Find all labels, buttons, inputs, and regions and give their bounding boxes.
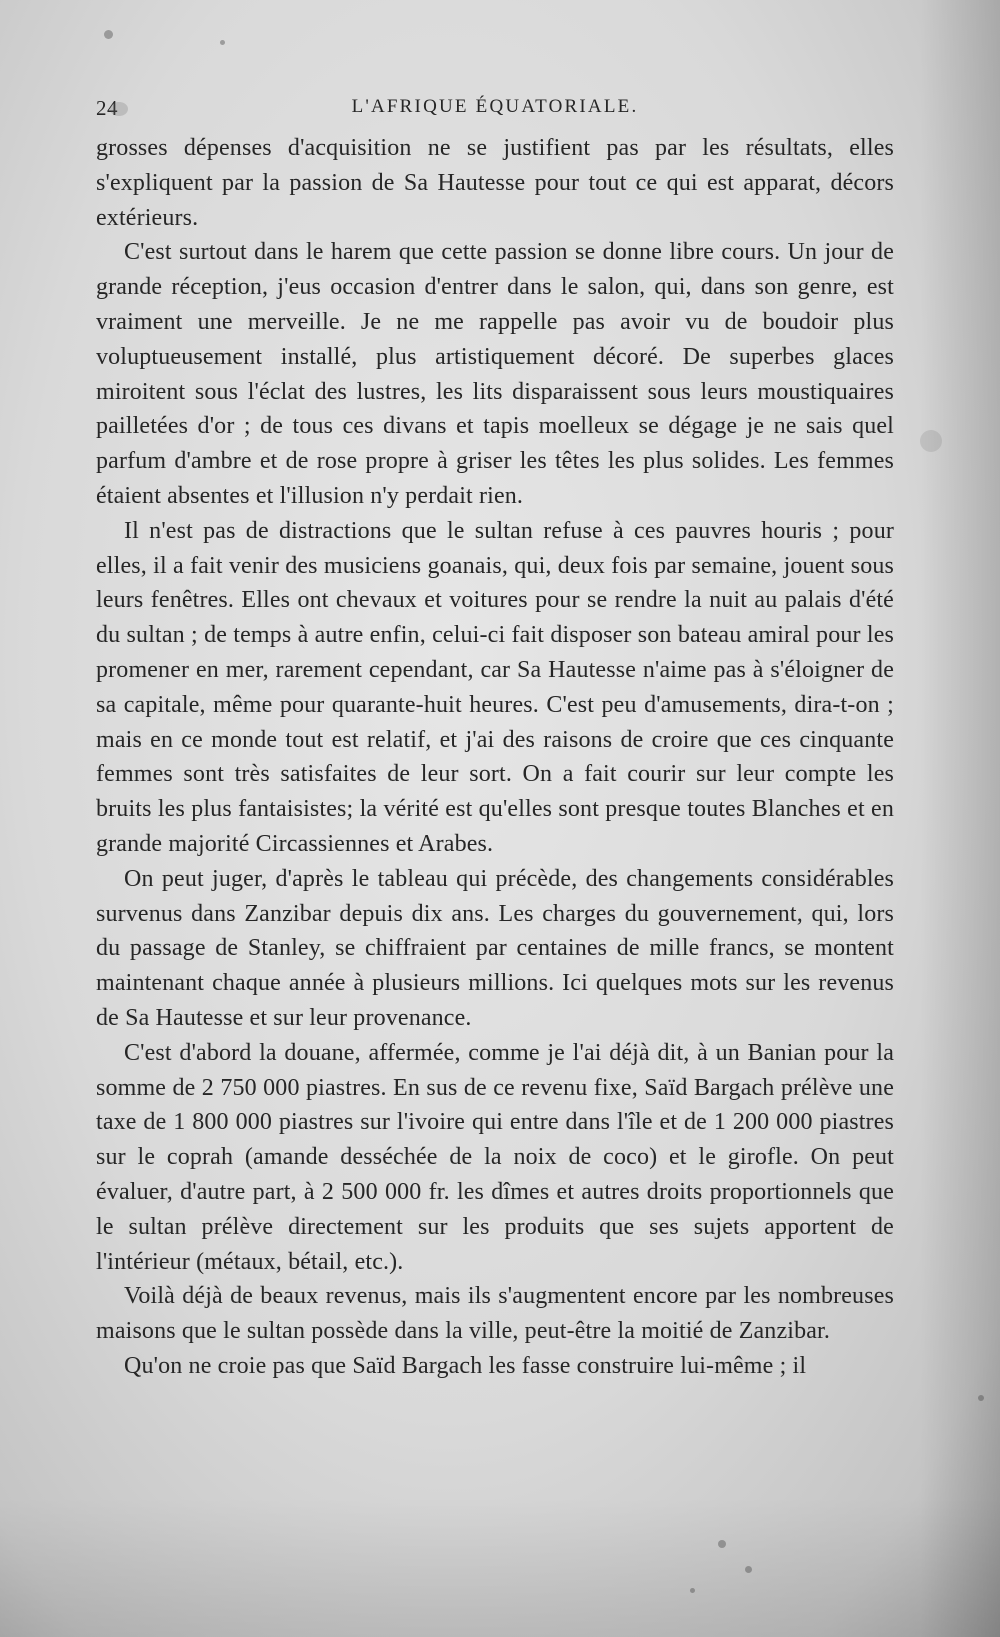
paragraph-distractions: Il n'est pas de distractions que le sultan refuse à ces pauvres houris ; pour elles, il a fait venir des musiciens goanais, qui, deux fois par semaine, jouent sous leurs fenêtres. Elles ont chevaux et voitures pour se rendre la nuit au palais d'été du sultan ; de temps à autre enfin, celui-ci fait disposer son bateau amiral pour les promener en mer, rarement cependant, car Sa Hautesse n'aime pas à s'éloigner de sa capitale, même pour quarante-huit heures. C'est peu d'amusements, dira-t-on ; mais en ce monde tout est relatif, et j'ai des raisons de croire que ces cinquante femmes sont très satisfaites de leur sort. On a fait courir sur leur compte les bruits les plus fantaisistes; la vérité est qu'elles sont presque toutes Blanches et en grande majorité Circassiennes et Arabes. bbox=[96, 517, 894, 857]
body-text bbox=[96, 131, 894, 1384]
paragraph-revenues: C'est d'abord la douane, affermée, comme je l'ai déjà dit, à un Banian pour la somme de 2 750 000 piastres. En sus de ce revenu fixe, Saïd Bargach prélève une taxe de 1 800 000 piastres sur l'ivoire qui entre dans l'île et de 1 200 000 piastres sur le coprah (amande desséchée de la noix de coco) et le girofle. On peut évaluer, d'autre part, à 2 500 000 fr. les dîmes et autres droits proportionnels que le sultan prélève directement sur les produits que ses sujets apportent de l'intérieur (métaux, bétail, etc.). bbox=[96, 1039, 894, 1275]
paper-speck bbox=[690, 1588, 695, 1593]
page-header bbox=[96, 96, 894, 124]
page-number: 24 bbox=[96, 96, 118, 120]
paragraph-last-line: Qu'on ne croie pas que Saïd Bargach les fasse construire lui-même ; il bbox=[124, 1352, 807, 1379]
page-bottom-shadow bbox=[0, 1497, 1000, 1637]
paragraph-continuation: grosses dépenses d'acquisition ne se justifient pas par les résultats, elles s'expliquent par la passion de Sa Hautesse pour tout ce qui est apparat, décors extérieurs. bbox=[96, 135, 894, 231]
paper-speck bbox=[978, 1395, 984, 1401]
page-edge-shadow bbox=[920, 0, 1000, 1637]
paper-speck bbox=[110, 102, 128, 116]
paragraph-harem: C'est surtout dans le harem que cette passion se donne libre cours. Un jour de grande réception, j'eus occasion d'entrer dans le salon, qui, dans son genre, est vraiment une merveille. Je ne me rappelle pas avoir vu de boudoir plus voluptueusement installé, plus artistiquement décoré. De superbes glaces miroitent sous l'éclat des lustres, les lits disparaissent sous leurs moustiquaires pailletées d'or ; de tous ces divans et tapis moelleux se dégage je ne sais quel parfum d'ambre et de rose propre à griser les têtes les plus solides. Les femmes étaient absentes et l'illusion n'y perdait rien. bbox=[96, 239, 894, 509]
paper-speck bbox=[220, 40, 225, 45]
paper-speck bbox=[104, 30, 113, 39]
paper-speck bbox=[920, 430, 942, 452]
running-title: L'AFRIQUE ÉQUATORIALE. bbox=[351, 96, 639, 117]
paper-speck bbox=[718, 1540, 726, 1548]
paper-speck bbox=[745, 1566, 752, 1573]
paragraph-changes: On peut juger, d'après le tableau qui précède, des changements considérables survenus dans Zanzibar depuis dix ans. Les charges du gouvernement, qui, lors du passage de Stanley, se chiffraient par centaines de mille francs, se montent maintenant chaque année à plusieurs millions. Ici quelques mots sur les revenus de Sa Hautesse et sur leur provenance. bbox=[96, 865, 894, 1031]
paragraph-houses: Voilà déjà de beaux revenus, mais ils s'augmentent encore par les nombreuses maisons que le sultan possède dans la ville, peut-être la moitié de Zanzibar. bbox=[96, 1283, 894, 1345]
